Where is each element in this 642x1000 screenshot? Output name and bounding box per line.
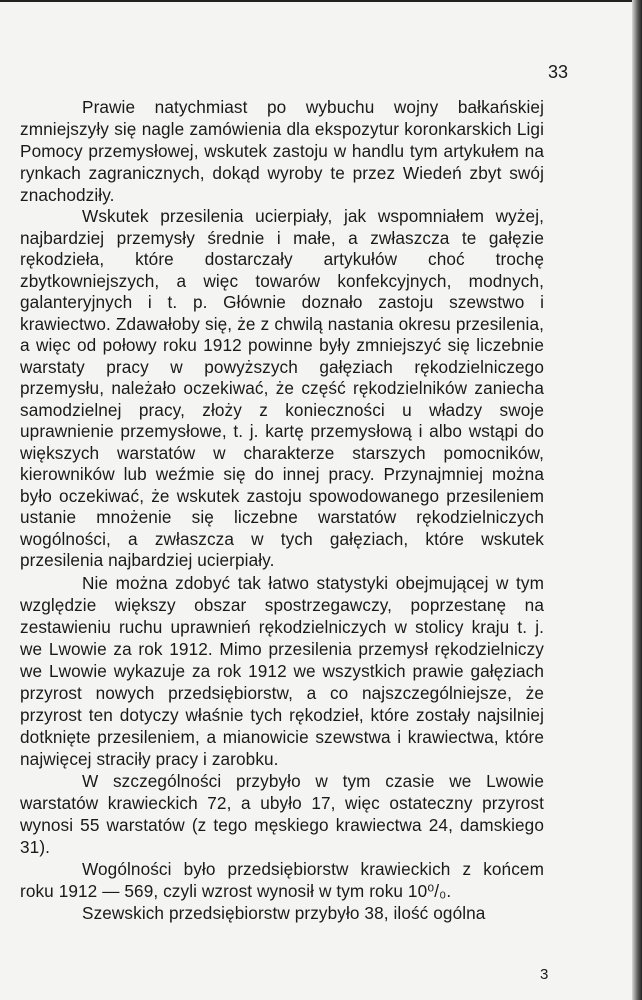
book-binding-edge: [632, 0, 642, 1000]
paragraph-5: Wogólności było przedsiębiorstw krawieckich z końcem roku 1912 — 569, czyli wzrost wynosił w tym roku 10⁰/₀.: [20, 858, 544, 901]
paragraph-4: W szczególności przybyło w tym czasie we Lwowie warstatów krawieckich 72, a ubyło 17, więc ostateczny przyrost wynosi 55 warstatów (z tego męskiego krawiectwa 24, damskiego 31).: [20, 770, 544, 857]
paragraph-6: Szewskich przedsiębiorstw przybyło 38, ilość ogólna: [82, 902, 486, 923]
printer-signature-mark: 3: [540, 966, 549, 983]
paragraph-3: Nie można zdobyć tak łatwo statystyki obejmującej w tym względzie większy obszar spostrzegawczy, poprzestanę na zestawieniu ruchu uprawnień rękodzielniczych w stolicy kraju t. j. we Lwowie za rok 1912. Mimo przesilenia przemysł rękodzielniczy we Lwowie wykazuje za rok 1912 we wszystkich prawie gałęziach przyrost nowych przedsiębiorstw, a co najszczególniejsze, że przyrost ten dotyczy właśnie tych rękodzieł, które zostały najsilniej dotknięte przesileniem, a mianowicie szewstwa i krawiectwa, które najwięcej straciły pracy i zarobku.: [20, 572, 544, 769]
paragraph-2: Wskutek przesilenia ucierpiały, jak wspomniałem wyżej, najbardziej przemysły średnie i małe, a zwłaszcza te gałęzie rękodzieła, które dostarczały artykułów choć trochę zbytkowniejszych, a więc towarów konfekcyjnych, modnych, galanteryjnych i t. p. Głównie doznało zastoju szewstwo i krawiectwo. Zdawałoby się, że z chwilą nastania okresu przesilenia, a więc od połowy roku 1912 powinne były zmniejszyć się liczebnie warstaty pracy w powyższych gałęziach rękodzielniczego przemysłu, należało oczekiwać, że część rękodzielników zaniecha samodzielnej pracy, złoży z konieczności u władzy swoje uprawnienie przemysłowe, t. j. kartę przemysłową i albo wstąpi do większych warstatów w charakterze starszych pomocników, kierowników lub weźmie się do innej pracy. Przynajmniej można było oczekiwać, że wskutek zastoju spowodowanego przesileniem ustanie mnożenie się liczebne warstatów rękodzielniczych wogólności, a zwłaszcza w tych gałęziach, które wskutek przesilenia najbardziej ucierpiały.: [20, 206, 544, 570]
page-body: [20, 96, 544, 924]
page-top-edge: [0, 0, 642, 2]
paragraph-1: Prawie natychmiast po wybuchu wojny bałkańskiej zmniejszyły się nagle zamówienia dla ekspozytur koronkarskich Ligi Pomocy przemysłowej, wskutek zastoju w handlu tym artykułem na rynkach zagranicznych, dokąd wyroby te przez Wiedeń zbyt swój znachodziły.: [20, 97, 544, 205]
page-number: 33: [548, 62, 569, 82]
